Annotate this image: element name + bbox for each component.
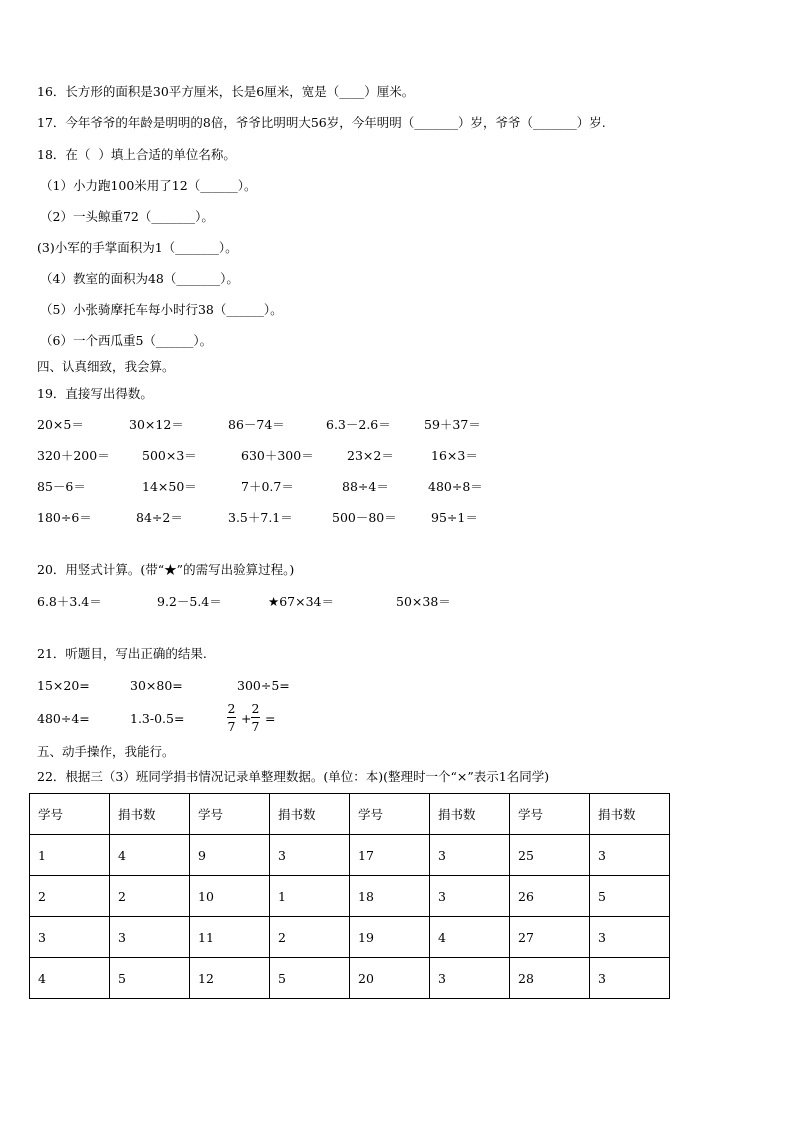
table-row: [30, 876, 670, 917]
table-header-cell: 捐书数: [430, 794, 510, 835]
question-18-item-5: （5）小张骑摩托车每小时行38（______）。: [40, 302, 283, 317]
table-cell: 2: [30, 876, 110, 917]
table-cell: 3: [430, 876, 510, 917]
q19-expression: 88÷4＝: [342, 479, 389, 494]
table-cell: 2: [110, 876, 190, 917]
question-19: 19．直接写出得数。: [37, 386, 153, 401]
section-5-heading: 五、动手操作，我能行。: [37, 744, 175, 759]
table-cell: 3: [590, 958, 670, 999]
q19-expression: 95÷1＝: [431, 510, 478, 525]
table-header-cell: 学号: [510, 794, 590, 835]
q19-expression: 180÷6＝: [37, 510, 92, 525]
q20-expression: 50×38＝: [396, 594, 451, 609]
q21-expression: 480÷4=: [37, 711, 90, 726]
question-18: 18．在（ ）填上合适的单位名称。: [37, 147, 236, 162]
table-cell: 3: [430, 835, 510, 876]
table-cell: 3: [430, 958, 510, 999]
q19-expression: 86－74＝: [228, 417, 285, 432]
q21-expression: 15×20=: [37, 678, 90, 693]
table-header-cell: 学号: [30, 794, 110, 835]
table-cell: 4: [430, 917, 510, 958]
table-cell: 3: [590, 917, 670, 958]
table-header-cell: 学号: [190, 794, 270, 835]
table-row: [30, 917, 670, 958]
q19-expression: 30×12＝: [129, 417, 184, 432]
table-cell: 26: [510, 876, 590, 917]
q19-expression: 59＋37＝: [424, 417, 481, 432]
fraction-bar: [251, 717, 260, 718]
table-cell: 17: [350, 835, 430, 876]
donation-record-table: [29, 793, 670, 999]
table-cell: 2: [270, 917, 350, 958]
q19-expression: 84÷2＝: [136, 510, 183, 525]
q20-expression: 6.8＋3.4＝: [37, 594, 102, 609]
table-cell: 4: [30, 958, 110, 999]
table-cell: 3: [270, 835, 350, 876]
q19-expression: 500－80＝: [332, 510, 397, 525]
table-row: [30, 835, 670, 876]
table-cell: 5: [590, 876, 670, 917]
fraction-denominator: 7: [251, 719, 260, 734]
q20-expression: 9.2－5.4＝: [157, 594, 222, 609]
table-cell: 4: [110, 835, 190, 876]
question-18-item-2: （2）一头鲸重72（_______）。: [40, 209, 214, 224]
table-header-cell: 捐书数: [110, 794, 190, 835]
fraction-numerator: 2: [251, 701, 260, 716]
table-cell: 3: [590, 835, 670, 876]
table-cell: 28: [510, 958, 590, 999]
q19-expression: 14×50＝: [142, 479, 197, 494]
question-22: 22．根据三（3）班同学捐书情况记录单整理数据。(单位：本)(整理时一个“×”表示1名同学): [37, 769, 550, 784]
q19-expression: 20×5＝: [37, 417, 84, 432]
question-17: 17．今年爷爷的年龄是明明的8倍，爷爷比明明大56岁，今年明明（_______）岁，爷爷（_______）岁.: [37, 115, 606, 130]
table-header-cell: 学号: [350, 794, 430, 835]
q21-expression: 30×80=: [130, 678, 183, 693]
q19-expression: 320＋200＝: [37, 448, 110, 463]
fraction-numerator: 2: [227, 701, 236, 716]
q19-expression: 500×3＝: [142, 448, 197, 463]
table-cell: 1: [270, 876, 350, 917]
table-cell: 20: [350, 958, 430, 999]
q19-expression: 85－6＝: [37, 479, 86, 494]
table-cell: 27: [510, 917, 590, 958]
q19-expression: 7＋0.7＝: [241, 479, 294, 494]
equals-sign: =: [265, 711, 276, 726]
q20-expression: ★67×34＝: [268, 594, 334, 609]
table-cell: 18: [350, 876, 430, 917]
table-cell: 10: [190, 876, 270, 917]
question-20: 20．用竖式计算。(带“★”的需写出验算过程。): [37, 562, 295, 577]
table-cell: 3: [30, 917, 110, 958]
q19-expression: 630＋300＝: [241, 448, 314, 463]
q19-expression: 480÷8＝: [428, 479, 483, 494]
q21-expression: 1.3-0.5=: [130, 711, 185, 726]
table-cell: 5: [270, 958, 350, 999]
table-cell: 3: [110, 917, 190, 958]
q21-expression: 300÷5=: [237, 678, 290, 693]
table-header-cell: 捐书数: [270, 794, 350, 835]
plus-sign: +: [241, 711, 252, 726]
fraction: [251, 701, 260, 734]
table-row: [30, 958, 670, 999]
fraction-denominator: 7: [227, 719, 236, 734]
table-cell: 9: [190, 835, 270, 876]
table-header-cell: 捐书数: [590, 794, 670, 835]
q19-expression: 3.5＋7.1＝: [228, 510, 293, 525]
table-cell: 5: [110, 958, 190, 999]
table-cell: 11: [190, 917, 270, 958]
question-18-item-6: （6）一个西瓜重5（______）。: [40, 333, 213, 348]
table-cell: 12: [190, 958, 270, 999]
section-4-heading: 四、认真细致，我会算。: [37, 359, 175, 374]
question-18-item-3: (3)小军的手掌面积为1（_______）。: [37, 240, 238, 255]
fraction: [227, 701, 236, 734]
question-18-item-1: （1）小力跑100米用了12（______）。: [40, 178, 257, 193]
question-21: 21．听题目，写出正确的结果.: [37, 646, 207, 661]
question-16: 16．长方形的面积是30平方厘米，长是6厘米，宽是（____）厘米。: [37, 84, 415, 99]
q19-expression: 23×2＝: [347, 448, 394, 463]
question-18-item-4: （4）教室的面积为48（_______）。: [40, 271, 239, 286]
table-cell: 19: [350, 917, 430, 958]
table-header-row: [30, 794, 670, 835]
fraction-bar: [227, 717, 236, 718]
table-cell: 1: [30, 835, 110, 876]
q19-expression: 6.3－2.6＝: [326, 417, 391, 432]
table-cell: 25: [510, 835, 590, 876]
q19-expression: 16×3＝: [431, 448, 478, 463]
